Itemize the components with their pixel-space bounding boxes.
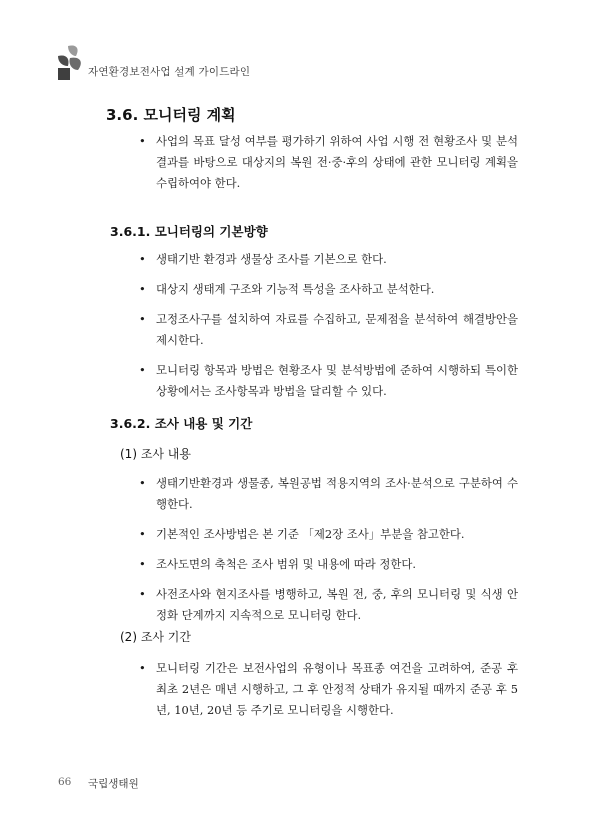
list-item: • 조사도면의 축척은 조사 범위 및 내용에 따라 정한다. bbox=[134, 554, 518, 575]
list-item: • 고정조사구를 설치하여 자료를 수집하고, 문제점을 분석하여 해결방안을 제시한다. bbox=[134, 309, 518, 351]
page-number: 66 bbox=[58, 776, 72, 788]
leaf-logo-icon bbox=[54, 42, 88, 82]
subsection-title-basic-direction: 3.6.1. 모니터링의 기본방향 bbox=[110, 224, 268, 239]
list-item: • 생태기반 환경과 생물상 조사를 기본으로 한다. bbox=[134, 249, 518, 270]
list-item: • 생태기반환경과 생물종, 복원공법 적용지역의 조사·분석으로 구분하여 수행한다. bbox=[134, 473, 518, 515]
bullet-icon: • bbox=[139, 587, 146, 601]
bullet-icon: • bbox=[139, 282, 146, 296]
header-title: 자연환경보전사업 설계 가이드라인 bbox=[88, 66, 251, 78]
survey-period-bullet-list bbox=[134, 658, 518, 721]
bullet-icon: • bbox=[139, 252, 146, 266]
bullet-icon: • bbox=[139, 661, 146, 675]
list-item: • 사업의 목표 달성 여부를 평가하기 위하여 사업 시행 전 현황조사 및 분석 결과를 바탕으로 대상지의 복원 전·중·후의 상태에 관한 모니터링 계획을 수립하여야 한다. bbox=[134, 131, 518, 194]
page-header bbox=[0, 0, 600, 90]
survey-content-title: (1) 조사 내용 bbox=[120, 447, 191, 461]
section-title: 3.6. 모니터링 계획 bbox=[106, 106, 236, 124]
bullet-icon: • bbox=[139, 557, 146, 571]
basic-direction-bullet-list bbox=[134, 249, 518, 402]
list-item: • 사전조사와 현지조사를 병행하고, 복원 전, 중, 후의 모니터링 및 식생 안정화 단계까지 지속적으로 모니터링 한다. bbox=[134, 584, 518, 626]
bullet-icon: • bbox=[139, 134, 146, 148]
footer-org: 국립생태원 bbox=[88, 778, 139, 790]
bullet-icon: • bbox=[139, 363, 146, 377]
list-item: • 모니터링 항목과 방법은 현황조사 및 분석방법에 준하여 시행하되 특이한 상황에서는 조사항목과 방법을 달리할 수 있다. bbox=[134, 360, 518, 402]
intro-bullet-list bbox=[134, 131, 518, 194]
list-item: • 대상지 생태계 구조와 기능적 특성을 조사하고 분석한다. bbox=[134, 279, 518, 300]
subsection-title-survey: 3.6.2. 조사 내용 및 기간 bbox=[110, 416, 253, 431]
bullet-icon: • bbox=[139, 527, 146, 541]
list-item: • 모니터링 기간은 보전사업의 유형이나 목표종 여건을 고려하여, 준공 후 최초 2년은 매년 시행하고, 그 후 안정적 상태가 유지될 때까지 준공 후 5년, 10년, 20년 등 주기로 모니터링을 시행한다. bbox=[134, 658, 518, 721]
bullet-icon: • bbox=[139, 312, 146, 326]
survey-period-title: (2) 조사 기간 bbox=[120, 630, 191, 644]
survey-content-bullet-list bbox=[134, 473, 518, 626]
list-item: • 기본적인 조사방법은 본 기준 「제2장 조사」부분을 참고한다. bbox=[134, 524, 518, 545]
bullet-icon: • bbox=[139, 476, 146, 490]
